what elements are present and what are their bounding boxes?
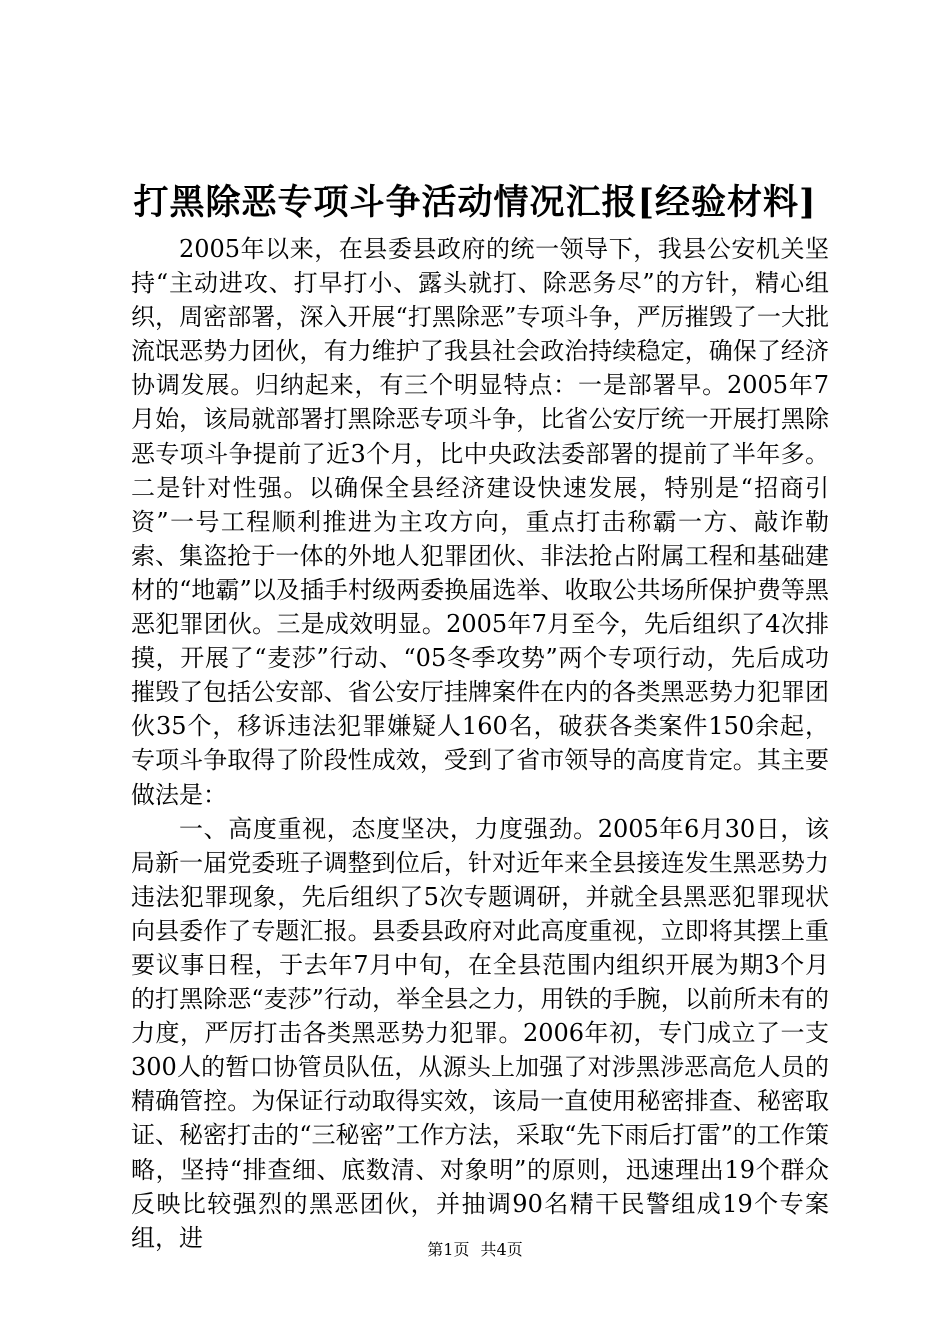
page-total: 共4页 <box>480 1240 523 1259</box>
page-number: 第1页 <box>427 1240 470 1259</box>
paragraph-section-one: 一、高度重视，态度坚决，力度强劲。2005年6月30日，该局新一届党委班子调整到位后，针对近年来全县接连发生黑恶势力违法犯罪现象，先后组织了5次专题调研，并就全县黑恶犯罪现状向县委作了专题汇报。县委县政府对此高度重视，立即将其摆上重要议事日程，于去年7月中旬，在全县范围内组织开展为期3个月的打黑除恶“麦莎”行动，举全县之力，用铁的手腕，以前所未有的力度，严厉打击各类黑恶势力犯罪。2006年初，专门成立了一支300人的暂口协管员队伍，从源头上加强了对涉黑涉恶高危人员的精确管控。为保证行动取得实效，该局一直使用秘密排查、秘密取证、秘密打击的“三秘密”工作方法，采取“先下雨后打雷”的工作策略，坚持“排查细、底数清、对象明”的原则，迅速理出19个群众反映比较强烈的黑恶团伙，并抽调90名精干民警组成19个专案组，进 <box>131 814 829 1252</box>
document-body <box>131 232 829 1255</box>
document-title: 打黑除恶专项斗争活动情况汇报[经验材料] <box>133 182 817 223</box>
paragraph-intro: 2005年以来，在县委县政府的统一领导下，我县公安机关坚持“主动进攻、打早打小、露头就打、除恶务尽”的方针，精心组织，周密部署，深入开展“打黑除恶”专项斗争，严厉摧毁了一大批流氓恶势力团伙，有力维护了我县社会政治持续稳定，确保了经济协调发展。归纳起来，有三个明显特点：一是部署早。2005年7月始，该局就部署打黑除恶专项斗争，比省公安厅统一开展打黑除恶专项斗争提前了近3个月，比中央政法委部署的提前了半年多。二是针对性强。以确保全县经济建设快速发展，特别是“招商引资”一号工程顺利推进为主攻方向，重点打击称霸一方、敲诈勒索、集盗抢于一体的外地人犯罪团伙、非法抢占附属工程和基础建材的“地霸”以及插手村级两委换届选举、收取公共场所保护费等黑恶犯罪团伙。三是成效明显。2005年7月至今，先后组织了4次排摸，开展了“麦莎”行动、“05冬季攻势”两个专项行动，先后成功摧毁了包括公安部、省公安厅挂牌案件在内的各类黑恶势力犯罪团伙35个，移诉违法犯罪嫌疑人160名，破获各类案件150余起，专项斗争取得了阶段性成效，受到了省市领导的高度肯定。其主要做法是： <box>131 235 829 809</box>
page-footer <box>0 1238 950 1262</box>
